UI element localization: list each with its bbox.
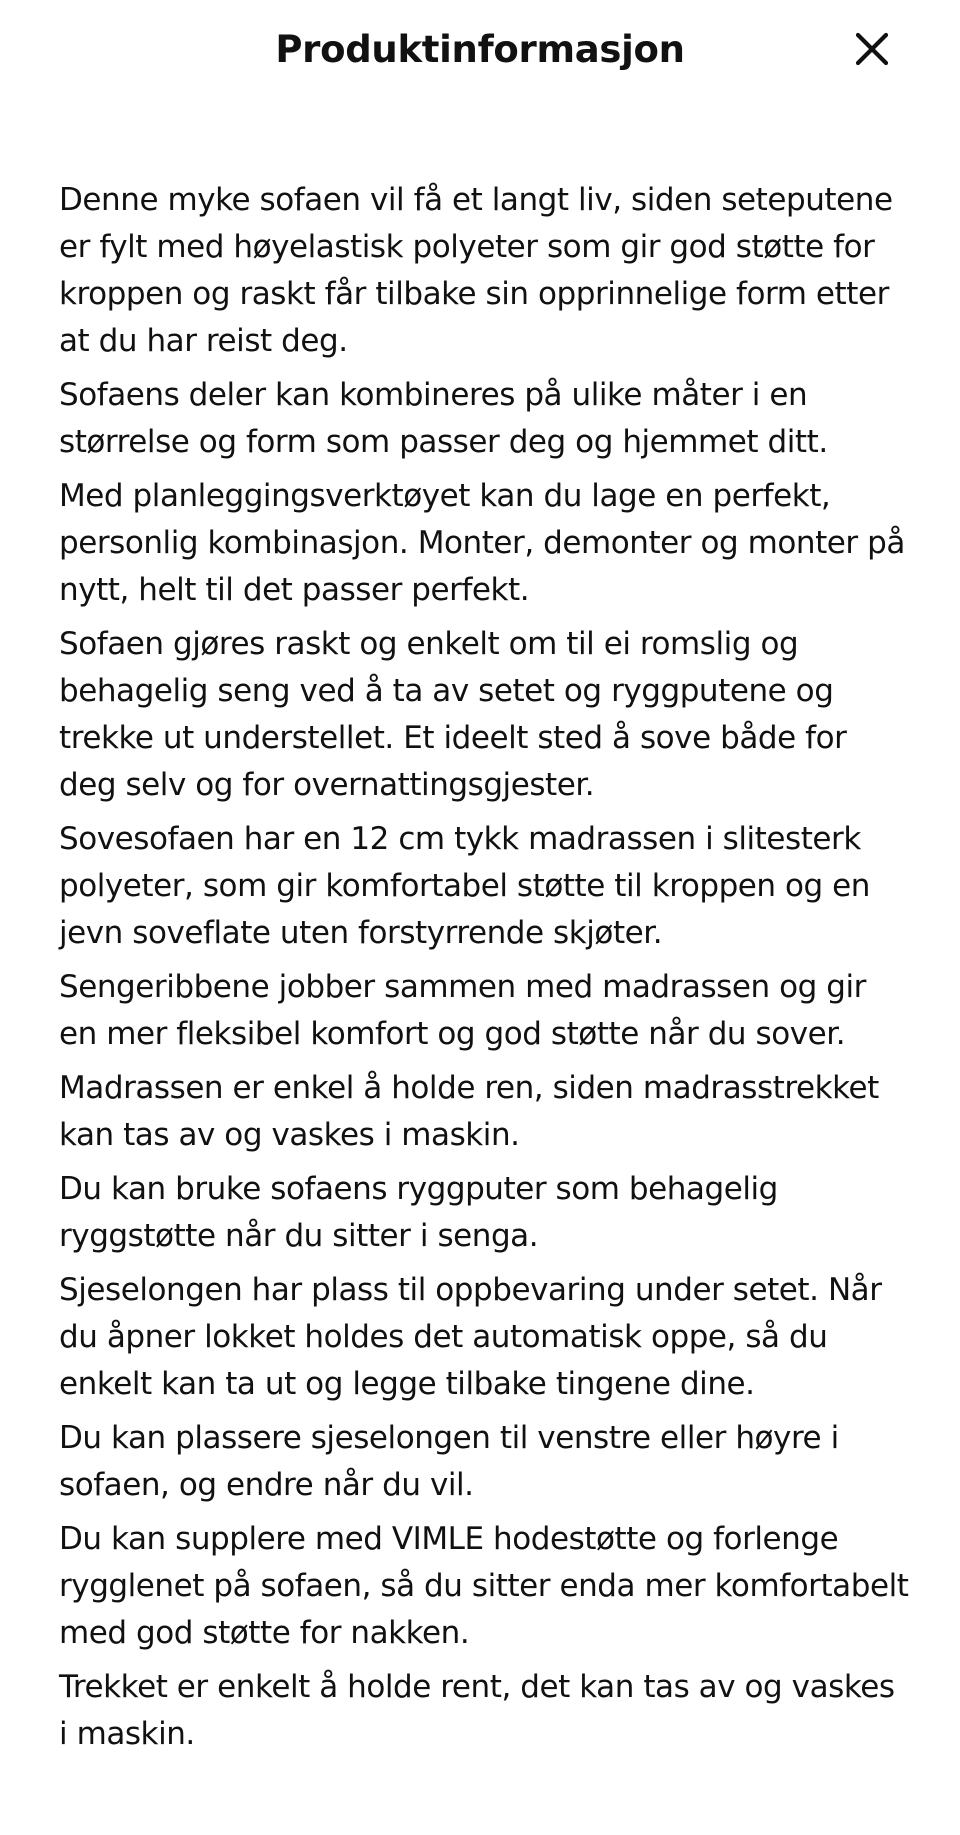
page-title: Produktinformasjon [275,28,685,71]
close-icon [850,27,894,71]
description-paragraph: Sofaen gjøres raskt og enkelt om til ei romslig og behagelig seng ved å ta av setet og ryggputene og trekke ut understellet. Et ideelt sted å sove både for deg selv og for overnattingsgjester. [59,626,847,803]
description-paragraph: Du kan bruke sofaens ryggputer som behagelig ryggstøtte når du sitter i senga. [59,1171,778,1254]
close-button[interactable] [850,27,894,71]
description-paragraph: Sovesofaen har en 12 cm tykk madrassen i slitesterk polyeter, som gir komfortabel støtte til kroppen og en jevn soveflate uten forstyrrende skjøter. [59,821,870,951]
description-paragraph: Madrassen er enkel å holde ren, siden madrasstrekket kan tas av og vaskes i maskin. [59,1070,879,1153]
description-paragraph: Sengeribbene jobber sammen med madrassen og gir en mer fleksibel komfort og god støtte når du sover. [59,969,866,1052]
description-paragraph: Sjeselongen har plass til oppbevaring under setet. Når du åpner lokket holdes det automatisk oppe, så du enkelt kan ta ut og legge tilbake tingene dine. [59,1272,882,1402]
description-paragraph: Med planleggingsverktøyet kan du lage en perfekt, personlig kombinasjon. Monter, demonter og monter på nytt, helt til det passer perfekt. [59,478,905,608]
description-paragraph: Trekket er enkelt å holde rent, det kan tas av og vaskes i maskin. [59,1669,895,1752]
description-paragraph: Denne myke sofaen vil få et langt liv, siden seteputene er fylt med høyelastisk polyeter som gir god støtte for kroppen og raskt får tilbake sin opprinnelige form etter at du har reist deg. [59,182,893,359]
description-paragraph: Du kan plassere sjeselongen til venstre eller høyre i sofaen, og endre når du vil. [59,1420,839,1503]
product-description [59,177,911,1765]
description-paragraph: Du kan supplere med VIMLE hodestøtte og forlenge rygglenet på sofaen, så du sitter enda mer komfortabelt med god støtte for nakken. [59,1521,909,1651]
sheet-header [0,0,960,100]
description-paragraph: Sofaens deler kan kombineres på ulike måter i en størrelse og form som passer deg og hjemmet ditt. [59,377,828,460]
